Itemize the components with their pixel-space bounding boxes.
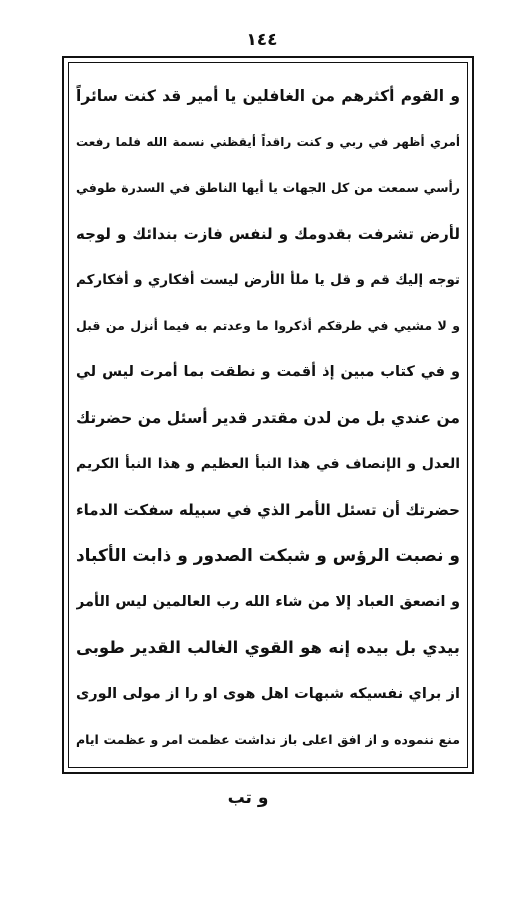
- text-line: حضرتك أن تسئل الأمر الذي في سبيله سفكت الدماء: [76, 501, 460, 519]
- text-line: أمري أظهر في ربي و كنت راقداً أيقظني نسمة الله فلما رفعت: [76, 135, 460, 149]
- text-line: و القوم أكثرهم من الغافلين يا أمير قد كنت سائراً: [76, 87, 460, 105]
- text-line: من عندي بل من لدن مقتدر قدير أسئل من حضرتك: [76, 409, 460, 427]
- text-line: و انصعق العباد إلا من شاء الله رب العالمين ليس الأمر: [76, 594, 460, 610]
- text-line: منع ننموده و از افق اعلى باز نداشت عظمت امر و عظمت ايام: [76, 732, 460, 747]
- catchword: و تب: [227, 788, 269, 808]
- text-line: رأسي سمعت من كل الجهات يا أيها الناطق في السدرة طوفي: [76, 180, 460, 195]
- text-line: توجه إليك قم و قل يا ملأ الأرض ليست أفكاري و أفكاركم: [76, 272, 460, 288]
- text-line: العدل و الإنصاف في هذا النبأ العظيم و هذا النبأ الكريم: [76, 456, 460, 472]
- text-line: و في كتاب مبين إذ أقمت و نطقت بما أمرت ليس لي: [76, 364, 460, 380]
- page-number: ١٤٤: [246, 30, 278, 50]
- text-line: از براي نفسيكه شبهات اهل هوى او را از مولى الورى: [76, 686, 460, 702]
- text-line: لأرض تشرفت بقدومك و لنفس فازت بندائك و لوجه: [76, 225, 460, 243]
- text-line: و نصبت الرؤس و شبكت الصدور و ذابت الأكباد: [76, 546, 460, 566]
- text-line: و لا مشيي في طرقكم أذكروا ما وعدتم به فيما أنزل من قبل: [76, 318, 460, 333]
- text-line: بيدي بل بيده إنه هو القوي الغالب القدير طوبى: [76, 638, 460, 657]
- manuscript-text: [76, 76, 460, 766]
